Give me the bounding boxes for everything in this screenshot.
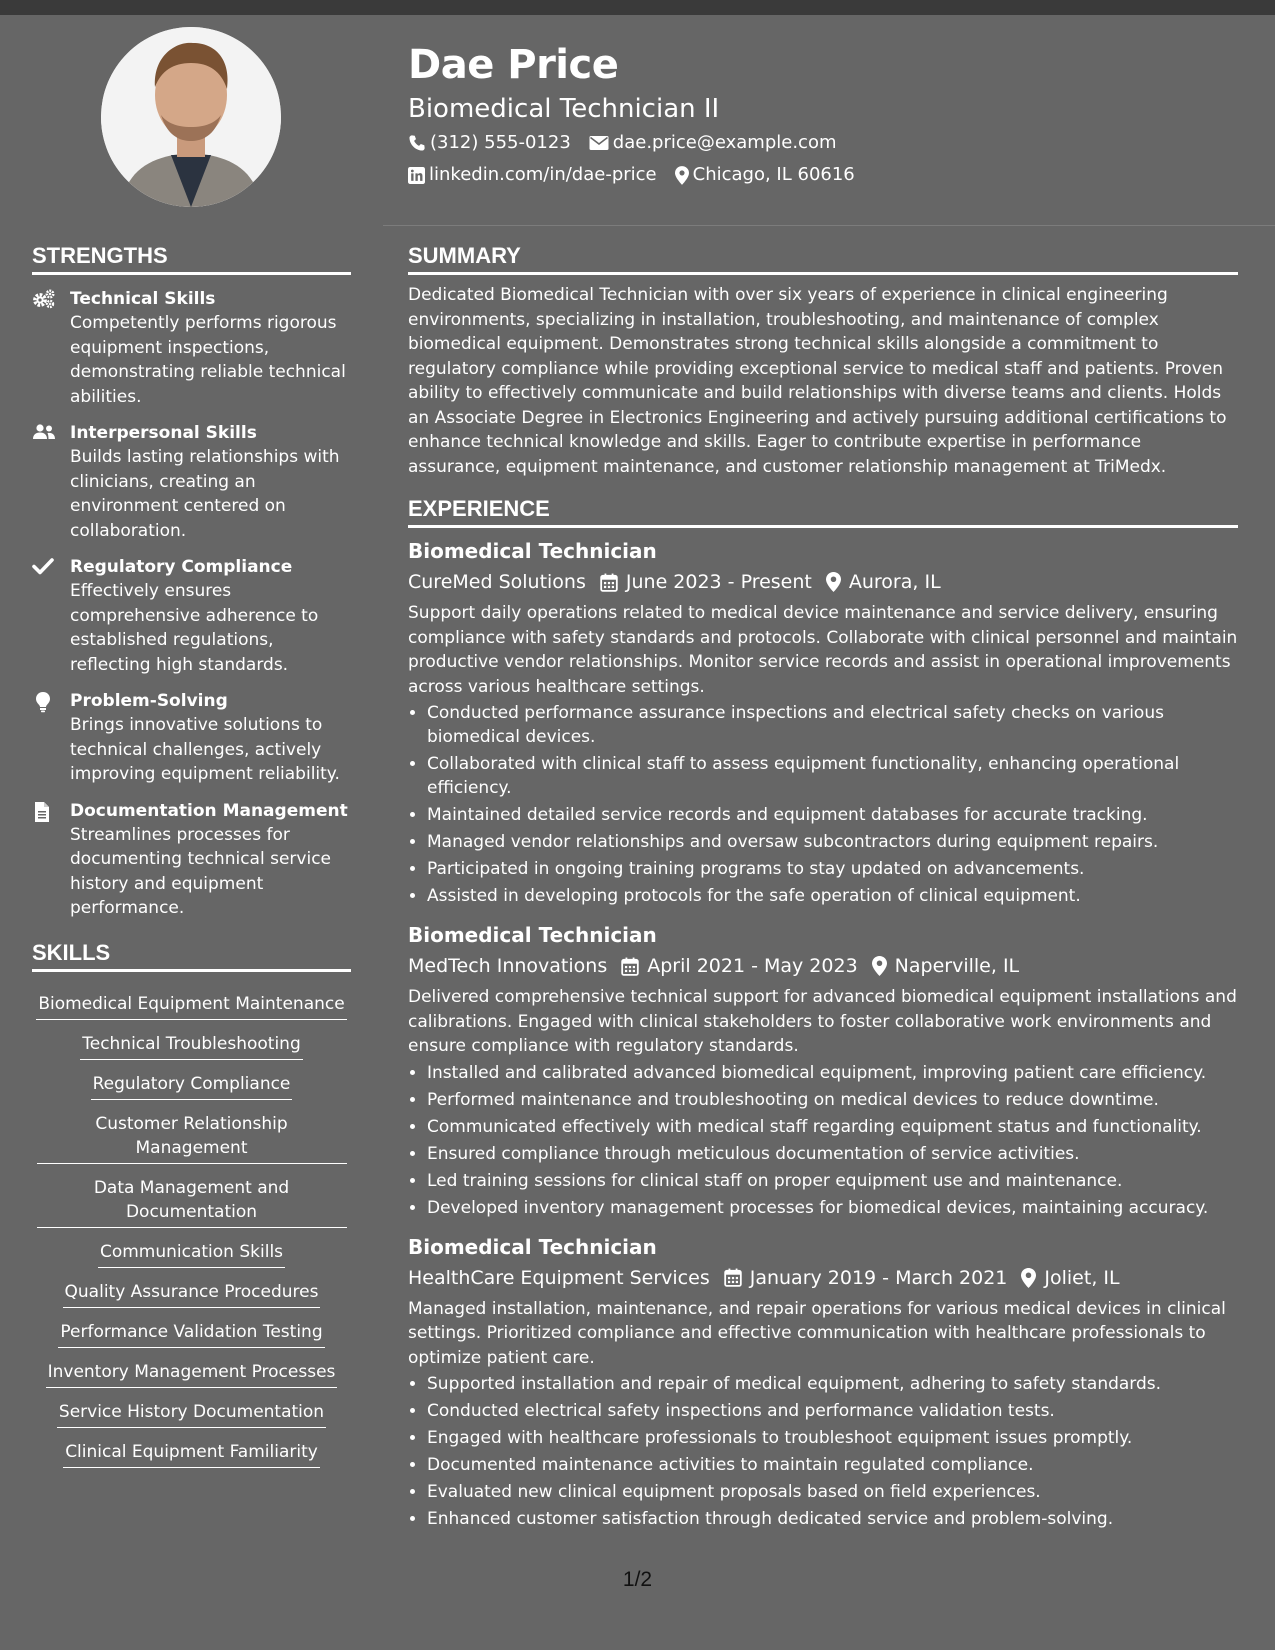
map-pin-icon <box>872 956 887 976</box>
job-description: Managed installation, maintenance, and repair operations for various medical devices in clinical settings. Prioritized compliance and effective communication with healthcare professionals to optimize patient care. <box>408 1298 1226 1368</box>
phone-text: (312) 555-0123 <box>430 132 571 153</box>
page-number: 1/2 <box>622 1568 653 1591</box>
job-bullet: • Documented maintenance activities to maintain regulated compliance. <box>427 1453 1238 1477</box>
skill-list <box>32 980 351 1468</box>
lightbulb-icon <box>32 691 54 713</box>
job-title: Biomedical Technician <box>408 539 657 563</box>
strength-title: Documentation Management <box>70 800 348 821</box>
summary-heading: SUMMARY <box>408 242 1238 275</box>
job-bullets <box>408 1372 1238 1531</box>
header-divider <box>383 225 1275 226</box>
left-column <box>32 242 351 1468</box>
skills-section <box>32 939 351 1468</box>
phone[interactable] <box>408 128 571 158</box>
skill-tag: Quality Assurance Procedures <box>63 1274 321 1308</box>
skills-heading: SKILLS <box>32 939 351 972</box>
check-icon <box>32 557 54 575</box>
calendar-icon <box>621 957 639 976</box>
strength-description: Competently performs rigorous equipment inspections, demonstrating reliable technical abilities. <box>70 313 346 407</box>
phone-icon <box>408 134 426 152</box>
job-bullet: • Managed vendor relationships and oversaw subcontractors during equipment repairs. <box>427 830 1238 854</box>
email[interactable] <box>589 128 837 158</box>
job-title: Biomedical Technician <box>408 923 657 947</box>
strength-description: Builds lasting relationships with clinicians, creating an environment centered on collaboration. <box>70 447 340 541</box>
profile-photo <box>101 27 281 207</box>
job-bullet: • Developed inventory management processes for biomedical devices, maintaining accuracy. <box>427 1196 1238 1220</box>
job-location: Aurora, IL <box>848 571 941 593</box>
job-bullets <box>408 1061 1238 1220</box>
skill-tag: Customer Relationship Management <box>37 1106 347 1164</box>
job-company: HealthCare Equipment Services <box>408 1266 710 1289</box>
job-description: Delivered comprehensive technical support for advanced biomedical equipment installations and calibrations. Engaged with clinical stakeholders to foster collaborative work environments and ensure compliance with regulatory standards. <box>408 987 1237 1056</box>
job-meta <box>408 566 1238 598</box>
location-text: Chicago, IL 60616 <box>692 164 855 185</box>
job-bullet: • Assisted in developing protocols for the safe operation of clinical equipment. <box>427 884 1238 908</box>
job-bullet: • Evaluated new clinical equipment proposals based on field experiences. <box>427 1480 1238 1504</box>
job-dates: January 2019 - March 2021 <box>749 1266 1008 1289</box>
job-bullet: • Conducted electrical safety inspections and performance validation tests. <box>427 1399 1238 1423</box>
linkedin-icon <box>408 167 425 184</box>
job-entry <box>408 536 1238 908</box>
job-company: CureMed Solutions <box>408 571 586 593</box>
envelope-icon <box>589 135 609 151</box>
job-bullet: • Installed and calibrated advanced biomedical equipment, improving patient care efficiency. <box>427 1061 1238 1085</box>
job-company: MedTech Innovations <box>408 955 608 977</box>
job-bullet: • Led training sessions for clinical staff on proper equipment use and maintenance. <box>427 1169 1238 1193</box>
job-bullet: • Performed maintenance and troubleshooting on medical devices to reduce downtime. <box>427 1088 1238 1112</box>
document-icon <box>32 801 52 823</box>
calendar-icon <box>724 1268 742 1287</box>
job-dates: April 2021 - May 2023 <box>647 955 858 977</box>
job-location: Joliet, IL <box>1044 1266 1120 1289</box>
candidate-title: Biomedical Technician II <box>408 94 720 124</box>
job-meta <box>408 1262 1238 1294</box>
resume-header <box>408 40 1238 190</box>
map-pin-icon <box>826 572 841 592</box>
location <box>675 160 855 190</box>
contact-row-1 <box>408 128 1238 158</box>
strength-item <box>32 421 351 543</box>
job-bullet: • Supported installation and repair of medical equipment, adhering to safety standards. <box>427 1372 1238 1396</box>
job-title: Biomedical Technician <box>408 1234 657 1259</box>
job-bullet: • Ensured compliance through meticulous documentation of service activities. <box>427 1142 1238 1166</box>
skill-tag: Data Management and Documentation <box>37 1170 347 1228</box>
job-bullet: • Conducted performance assurance inspections and electrical safety checks on various biomedical devices. <box>427 701 1238 749</box>
linkedin-text: linkedin.com/in/dae-price <box>429 164 657 185</box>
job-description: Support daily operations related to medical device maintenance and service delivery, ensuring compliance with safety standards and protocols. Collaborate with clinical personnel and maintain productive vendor relationships. Monitor service records and assist in operational improvements across various healthcare settings. <box>408 603 1238 697</box>
strengths-heading: STRENGTHS <box>32 242 351 275</box>
contact-row-2 <box>408 160 1238 190</box>
skill-tag: Communication Skills <box>98 1234 285 1268</box>
linkedin[interactable] <box>408 160 657 190</box>
experience-heading: EXPERIENCE <box>408 495 1238 528</box>
calendar-icon <box>600 573 618 592</box>
skill-tag: Inventory Management Processes <box>46 1354 338 1388</box>
job-bullet: • Engaged with healthcare professionals to troubleshoot equipment issues promptly. <box>427 1426 1238 1450</box>
strength-item <box>32 287 351 409</box>
right-column <box>408 242 1238 1534</box>
skill-tag: Biomedical Equipment Maintenance <box>36 986 346 1020</box>
strength-item <box>32 799 351 921</box>
top-bar <box>0 0 1275 15</box>
job-bullets <box>408 701 1238 908</box>
skill-tag: Clinical Equipment Familiarity <box>63 1434 320 1468</box>
strength-description: Brings innovative solutions to technical challenges, actively improving equipment reliability. <box>70 715 340 784</box>
users-icon <box>32 423 56 441</box>
skill-tag: Service History Documentation <box>57 1394 326 1428</box>
experience-list <box>408 536 1238 1531</box>
job-dates: June 2023 - Present <box>625 571 812 593</box>
map-pin-icon <box>675 166 689 185</box>
job-bullet: • Collaborated with clinical staff to assess equipment functionality, enhancing operational efficiency. <box>427 752 1238 800</box>
email-text: dae.price@example.com <box>612 132 837 153</box>
job-bullet: • Enhanced customer satisfaction through dedicated service and problem-solving. <box>427 1507 1238 1531</box>
strength-title: Technical Skills <box>70 289 216 309</box>
strength-description: Effectively ensures comprehensive adherence to established regulations, reflecting high standards. <box>70 581 319 675</box>
job-location: Naperville, IL <box>894 955 1020 977</box>
job-entry <box>408 920 1238 1220</box>
candidate-name: Dae Price <box>408 42 619 88</box>
strength-title: Interpersonal Skills <box>70 423 257 443</box>
job-bullet: • Communicated effectively with medical staff regarding equipment status and functionality. <box>427 1115 1238 1139</box>
job-bullet: • Participated in ongoing training programs to stay updated on advancements. <box>427 857 1238 881</box>
job-meta <box>408 950 1238 982</box>
gears-icon <box>32 289 56 309</box>
skill-tag: Technical Troubleshooting <box>80 1026 303 1060</box>
skill-tag: Regulatory Compliance <box>91 1066 293 1100</box>
map-pin-icon <box>1021 1268 1036 1288</box>
strength-title: Regulatory Compliance <box>70 557 293 577</box>
strength-description: Streamlines processes for documenting technical service history and equipment performance. <box>70 824 331 918</box>
strength-item <box>32 555 351 677</box>
summary-text: Dedicated Biomedical Technician with over six years of experience in clinical engineering environments, specializing in installation, troubleshooting, and maintenance of complex biomedical equipment. Demonstrates strong technical skills alongside a commitment to regulatory compliance while providing exceptional service to medical staff and patients. Proven ability to effectively communicate and build relationships with diverse teams and clients. Holds an Associate Degree in Electronics Engineering and actively pursuing additional certifications to enhance technical knowledge and skills. Eager to contribute expertise in performance assurance, equipment maintenance, and customer relationship management at TriMedx. <box>408 285 1227 477</box>
strength-title: Problem-Solving <box>70 691 228 711</box>
job-bullet: • Maintained detailed service records and equipment databases for accurate tracking. <box>427 803 1238 827</box>
job-entry <box>408 1232 1238 1532</box>
strength-item <box>32 689 351 787</box>
skill-tag: Performance Validation Testing <box>58 1314 324 1348</box>
